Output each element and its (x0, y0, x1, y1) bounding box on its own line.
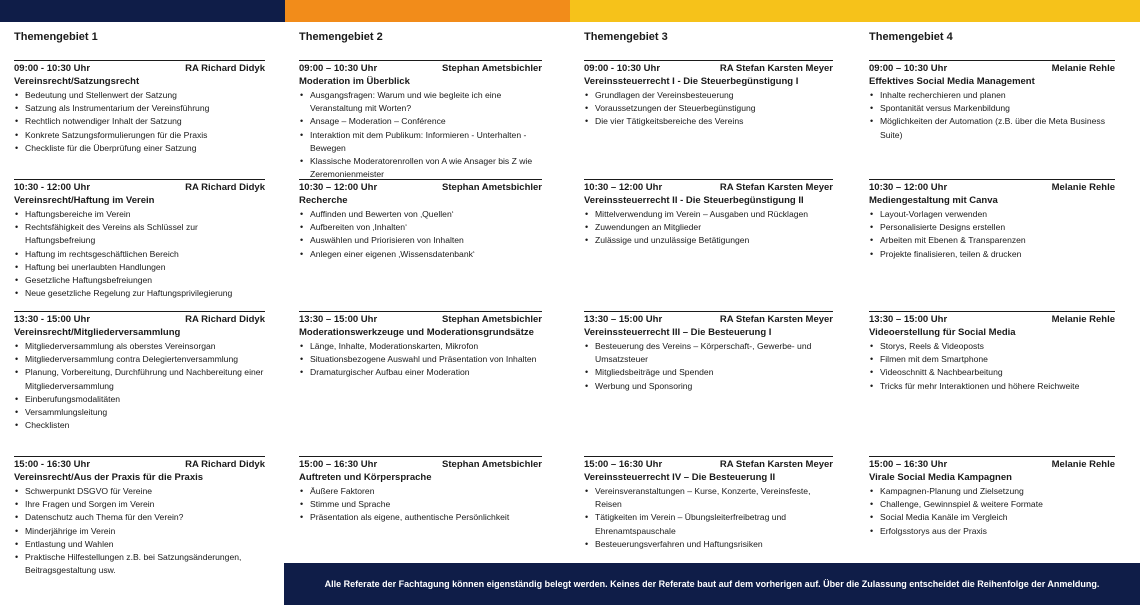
session-time: 13:30 – 15:00 Uhr (584, 314, 663, 325)
session-bullet-list (299, 208, 542, 261)
session-divider (869, 456, 1115, 457)
session-header (584, 459, 833, 470)
session-bullet-item: • Situationsbezogene Auswahl und Präsentation von Inhalten (299, 353, 542, 366)
session-time: 13:30 - 15:00 Uhr (14, 314, 91, 325)
session-speaker: RA Stefan Karsten Meyer (719, 459, 833, 470)
session-bullet-item: • Mitgliederversammlung contra Delegiertenversammlung (14, 353, 265, 366)
session-bullet-item: • Länge, Inhalte, Moderationskarten, Mikrofon (299, 340, 542, 353)
session-bullet-item: • Besteuerungsverfahren und Haftungsrisiken (584, 538, 833, 551)
session-block (584, 179, 833, 299)
session-bullet-item: • Videoschnitt & Nachbearbeitung (869, 366, 1115, 379)
session-bullet-item: • Möglichkeiten der Automation (z.B. über die Meta Business Suite) (869, 115, 1115, 141)
session-title: Vereinsrecht/Mitgliederversammlung (14, 327, 181, 338)
session-header (869, 314, 1115, 325)
footer-text: Alle Referate der Fachtagung können eigenständig belegt werden. Keines der Referate baut auf dem vorherigen auf. Über die Zulassung entscheidet die Reihenfolge der Anmeldung. (324, 579, 1100, 589)
session-header (869, 182, 1115, 193)
session-time: 10:30 – 12:00 Uhr (299, 182, 378, 193)
session-bullet-list (869, 485, 1115, 538)
session-bullet-list (584, 208, 833, 248)
session-block (869, 179, 1115, 299)
session-speaker: Stephan Ametsbichler (442, 314, 542, 325)
session-divider (584, 311, 833, 312)
session-divider (299, 60, 542, 61)
top-bar-yellow (570, 0, 1140, 22)
session-bullet-item: • Werbung und Sponsoring (584, 380, 833, 393)
session-time: 13:30 – 15:00 Uhr (299, 314, 378, 325)
session-time: 10:30 – 12:00 Uhr (584, 182, 663, 193)
session-divider (869, 60, 1115, 61)
session-bullet-list (299, 485, 542, 525)
session-bullet-list (14, 485, 265, 577)
session-divider (584, 60, 833, 61)
session-bullet-item: • Vereinsveranstaltungen – Kurse, Konzerte, Vereinsfeste, Reisen (584, 485, 833, 511)
session-speaker: Stephan Ametsbichler (442, 459, 542, 470)
topic-column-4 (869, 22, 1115, 562)
session-bullet-list (584, 340, 833, 393)
session-divider (869, 179, 1115, 180)
session-bullet-list (869, 340, 1115, 393)
session-bullet-item: • Die vier Tätigkeitsbereiche des Vereins (584, 115, 833, 128)
session-header (584, 314, 833, 325)
session-title: Moderation im Überblick (299, 76, 410, 87)
session-bullet-item: • Ihre Fragen und Sorgen im Verein (14, 498, 265, 511)
session-bullet-item: • Projekte finalisieren, teilen & drucken (869, 248, 1115, 261)
session-speaker: Stephan Ametsbichler (442, 182, 542, 193)
session-divider (299, 311, 542, 312)
session-bullet-item: • Arbeiten mit Ebenen & Transparenzen (869, 234, 1115, 247)
topic-column-1 (14, 22, 265, 576)
session-bullet-item: • Haftung im rechtsgeschäftlichen Bereich (14, 248, 265, 261)
session-bullet-list (14, 208, 265, 300)
session-speaker: Melanie Rehle (1051, 63, 1115, 74)
session-bullet-item: • Datenschutz auch Thema für den Verein? (14, 511, 265, 524)
session-header (299, 459, 542, 470)
session-speaker: RA Richard Didyk (185, 459, 265, 470)
session-title: Effektives Social Media Management (869, 76, 1035, 87)
session-bullet-list (869, 89, 1115, 142)
session-divider (584, 179, 833, 180)
session-header (299, 63, 542, 74)
session-bullet-item: • Spontanität versus Markenbildung (869, 102, 1115, 115)
session-header (14, 314, 265, 325)
session-block (869, 456, 1115, 576)
session-bullet-list (14, 340, 265, 432)
session-bullet-item: • Ansage – Moderation – Conférence (299, 115, 542, 128)
session-header (299, 314, 542, 325)
session-bullet-item: • Grundlagen der Vereinsbesteuerung (584, 89, 833, 102)
session-title: Vereinssteuerrecht IV – Die Besteuerung II (584, 472, 776, 483)
session-block (14, 456, 265, 576)
session-speaker: RA Richard Didyk (185, 182, 265, 193)
session-block (869, 311, 1115, 431)
session-bullet-item: • Besteuerung des Vereins – Körperschaft-, Gewerbe- und Umsatzsteuer (584, 340, 833, 366)
session-bullet-item: • Erfolgsstorys aus der Praxis (869, 525, 1115, 538)
session-bullet-item: • Storys, Reels & Videoposts (869, 340, 1115, 353)
session-bullet-item: • Zulässige und unzulässige Betätigungen (584, 234, 833, 247)
session-bullet-item: • Mitgliedsbeiträge und Spenden (584, 366, 833, 379)
session-title: Recherche (299, 195, 348, 206)
session-title: Vereinssteuerrecht I - Die Steuerbegünstigung I (584, 76, 799, 87)
session-title: Moderationswerkzeuge und Moderationsgrundsätze (299, 327, 534, 338)
session-bullet-item: • Filmen mit dem Smartphone (869, 353, 1115, 366)
session-header (584, 63, 833, 74)
topic-title: Themengebiet 1 (14, 31, 98, 43)
session-divider (299, 456, 542, 457)
session-block (14, 311, 265, 431)
session-time: 09:00 – 10:30 Uhr (869, 63, 948, 74)
top-bar-orange (285, 0, 570, 22)
session-time: 10:30 - 12:00 Uhr (14, 182, 91, 193)
session-block (584, 311, 833, 431)
session-speaker: Melanie Rehle (1051, 182, 1115, 193)
session-block (14, 60, 265, 180)
session-title: Vereinssteuerrecht III – Die Besteuerung I (584, 327, 772, 338)
session-bullet-item: • Zuwendungen an Mitglieder (584, 221, 833, 234)
session-bullet-item: • Rechtlich notwendiger Inhalt der Satzung (14, 115, 265, 128)
session-divider (14, 60, 265, 61)
session-bullet-item: • Konkrete Satzungsformulierungen für die Praxis (14, 129, 265, 142)
session-bullet-item: • Haftung bei unerlaubten Handlungen (14, 261, 265, 274)
session-bullet-item: • Layout-Vorlagen verwenden (869, 208, 1115, 221)
session-bullet-item: • Bedeutung und Stellenwert der Satzung (14, 89, 265, 102)
session-divider (14, 456, 265, 457)
session-time: 15:00 – 16:30 Uhr (584, 459, 663, 470)
session-block (584, 456, 833, 576)
session-block (869, 60, 1115, 180)
session-speaker: RA Stefan Karsten Meyer (719, 182, 833, 193)
session-bullet-item: • Checklisten (14, 419, 265, 432)
session-block (299, 179, 542, 299)
topic-column-2 (299, 22, 542, 562)
topic-title: Themengebiet 4 (869, 31, 953, 43)
session-bullet-item: • Checkliste für die Überprüfung einer Satzung (14, 142, 265, 155)
topic-title: Themengebiet 2 (299, 31, 383, 43)
session-bullet-list (869, 208, 1115, 261)
topic-title: Themengebiet 3 (584, 31, 668, 43)
session-bullet-item: • Voraussetzungen der Steuerbegünstigung (584, 102, 833, 115)
session-divider (584, 456, 833, 457)
session-header (14, 459, 265, 470)
session-bullet-item: • Inhalte recherchieren und planen (869, 89, 1115, 102)
session-time: 09:00 - 10:30 Uhr (14, 63, 91, 74)
session-block (299, 456, 542, 576)
session-title: Vereinssteuerrecht II - Die Steuerbegünstigung II (584, 195, 804, 206)
session-bullet-item: • Entlastung und Wahlen (14, 538, 265, 551)
session-time: 15:00 – 16:30 Uhr (299, 459, 378, 470)
session-title: Vereinsrecht/Haftung im Verein (14, 195, 155, 206)
session-time: 15:00 - 16:30 Uhr (14, 459, 91, 470)
session-bullet-item: • Ausgangsfragen: Warum und wie begleite ich eine Veranstaltung mit Worten? (299, 89, 542, 115)
session-speaker: RA Stefan Karsten Meyer (719, 63, 833, 74)
session-block (584, 60, 833, 180)
session-title: Vereinsrecht/Satzungsrecht (14, 76, 140, 87)
session-block (299, 311, 542, 431)
session-divider (299, 179, 542, 180)
session-bullet-item: • Kampagnen-Planung und Zielsetzung (869, 485, 1115, 498)
session-divider (14, 179, 265, 180)
session-header (14, 182, 265, 193)
session-title: Mediengestaltung mit Canva (869, 195, 998, 206)
session-block (299, 60, 542, 180)
session-header (299, 182, 542, 193)
session-bullet-item: • Einberufungsmodalitäten (14, 393, 265, 406)
session-bullet-item: • Planung, Vorbereitung, Durchführung und Nachbereitung einer Mitgliederversammlung (14, 366, 265, 392)
session-bullet-item: • Versammlungsleitung (14, 406, 265, 419)
session-speaker: Stephan Ametsbichler (442, 63, 542, 74)
session-bullet-list (299, 89, 542, 181)
top-bar-navy (0, 0, 285, 22)
session-bullet-item: • Gesetzliche Haftungsbefreiungen (14, 274, 265, 287)
topic-column-3 (584, 22, 833, 562)
session-bullet-list (14, 89, 265, 155)
session-time: 09:00 – 10:30 Uhr (299, 63, 378, 74)
session-bullet-item: • Haftungsbereiche im Verein (14, 208, 265, 221)
session-speaker: RA Stefan Karsten Meyer (719, 314, 833, 325)
session-bullet-item: • Präsentation als eigene, authentische Persönlichkeit (299, 511, 542, 524)
session-bullet-item: • Schwerpunkt DSGVO für Vereine (14, 485, 265, 498)
session-header (584, 182, 833, 193)
footer-banner (284, 563, 1140, 605)
session-bullet-item: • Auffinden und Bewerten von ‚Quellen‘ (299, 208, 542, 221)
session-bullet-item: • Stimme und Sprache (299, 498, 542, 511)
session-speaker: RA Richard Didyk (185, 314, 265, 325)
session-bullet-item: • Minderjährige im Verein (14, 525, 265, 538)
session-block (14, 179, 265, 299)
session-bullet-item: • Neue gesetzliche Regelung zur Haftungsprivilegierung (14, 287, 265, 300)
session-bullet-item: • Challenge, Gewinnspiel & weitere Formate (869, 498, 1115, 511)
session-header (869, 459, 1115, 470)
session-bullet-item: • Auswählen und Priorisieren von Inhalten (299, 234, 542, 247)
session-bullet-item: • Tricks für mehr Interaktionen und höhere Reichweite (869, 380, 1115, 393)
session-divider (869, 311, 1115, 312)
session-title: Videoerstellung für Social Media (869, 327, 1016, 338)
session-bullet-item: • Mitgliederversammlung als oberstes Vereinsorgan (14, 340, 265, 353)
session-bullet-item: • Social Media Kanäle im Vergleich (869, 511, 1115, 524)
session-bullet-item: • Rechtsfähigkeit des Vereins als Schlüssel zur Haftungsbefreiung (14, 221, 265, 247)
session-bullet-item: • Satzung als Instrumentarium der Vereinsführung (14, 102, 265, 115)
session-title: Virale Social Media Kampagnen (869, 472, 1012, 483)
session-title: Vereinsrecht/Aus der Praxis für die Praxis (14, 472, 204, 483)
session-bullet-item: • Tätigkeiten im Verein – Übungsleiterfreibetrag und Ehrenamtspauschale (584, 511, 833, 537)
session-bullet-item: • Klassische Moderatorenrollen von A wie Ansager bis Z wie Zeremonienmeister (299, 155, 542, 181)
session-bullet-list (584, 89, 833, 129)
session-bullet-item: • Personalisierte Designs erstellen (869, 221, 1115, 234)
session-speaker: Melanie Rehle (1051, 314, 1115, 325)
session-bullet-list (584, 485, 833, 551)
session-speaker: RA Richard Didyk (185, 63, 265, 74)
session-bullet-item: • Mittelverwendung im Verein – Ausgaben und Rücklagen (584, 208, 833, 221)
session-header (869, 63, 1115, 74)
session-time: 09:00 - 10:30 Uhr (584, 63, 661, 74)
session-bullet-item: • Anlegen einer eigenen ‚Wissensdatenbank‘ (299, 248, 542, 261)
session-speaker: Melanie Rehle (1051, 459, 1115, 470)
session-header (14, 63, 265, 74)
session-time: 15:00 – 16:30 Uhr (869, 459, 948, 470)
session-bullet-item: • Interaktion mit dem Publikum: Informieren - Unterhalten - Bewegen (299, 129, 542, 155)
session-title: Auftreten und Körpersprache (299, 472, 432, 483)
session-bullet-item: • Äußere Faktoren (299, 485, 542, 498)
session-bullet-item: • Praktische Hilfestellungen z.B. bei Satzungsänderungen, Beitragsgestaltung usw. (14, 551, 265, 577)
top-color-bar (0, 0, 1140, 22)
session-time: 13:30 – 15:00 Uhr (869, 314, 948, 325)
session-bullet-list (299, 340, 542, 380)
session-divider (14, 311, 265, 312)
session-bullet-item: • Aufbereiten von ‚Inhalten‘ (299, 221, 542, 234)
session-bullet-item: • Dramaturgischer Aufbau einer Moderation (299, 366, 542, 379)
session-time: 10:30 – 12:00 Uhr (869, 182, 948, 193)
